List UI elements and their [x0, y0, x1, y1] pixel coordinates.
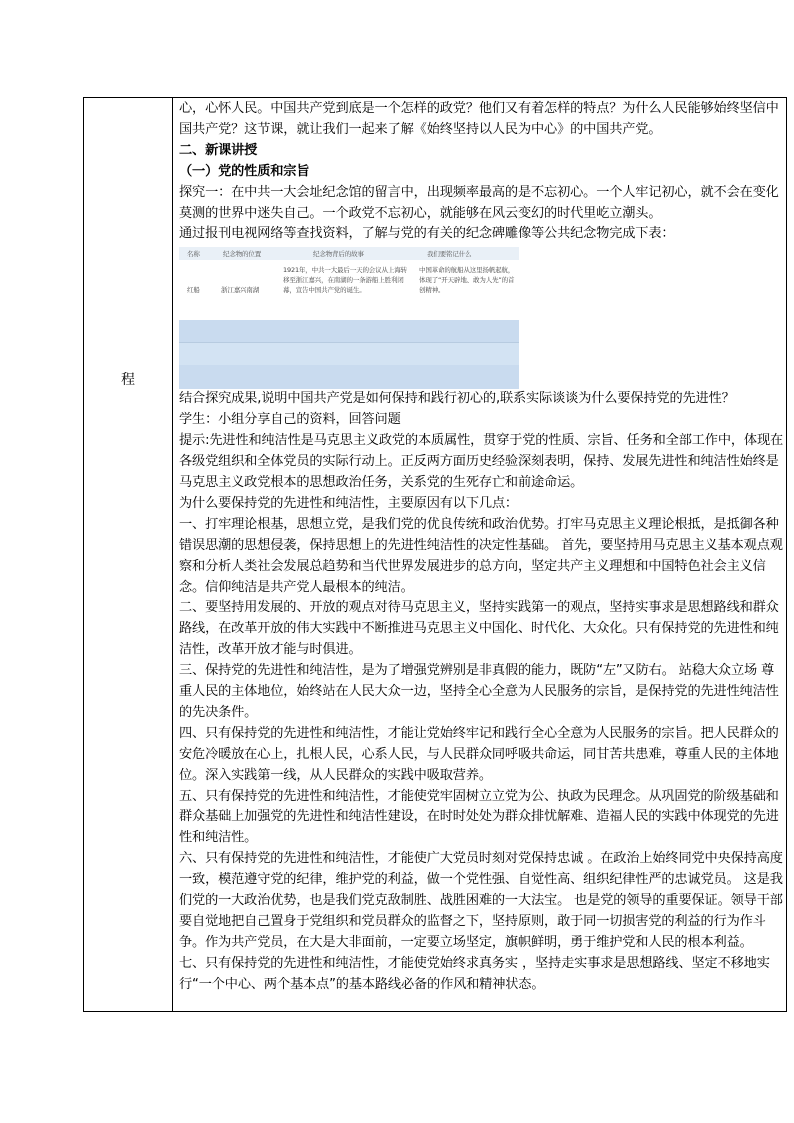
point-7: 七、只有保持党的先进性和纯洁性，才能使党始终求真务实 ，坚持走实事求是思想路线、坚定不移地实行“一个中心、两个基本点”的基本路线必备的作风和精神状态。 [179, 955, 770, 992]
point-4: 四、只有保持党的先进性和纯洁性，才能让党始终牢记和践行全心全意为人民服务的宗旨。把人民群众的安危冷暖放在心上，扎根人民，心系人民，与人民群众同呼吸共命运，同甘苦共患难，尊重人民的主体地位。深入实践第一线，从人民群众的实践中吸取营养。 [179, 725, 779, 783]
subsection-heading: （一）党的性质和宗旨 [179, 163, 310, 179]
point-5: 五、只有保持党的先进性和纯洁性，才能使党牢固树立立党为公、执政为民理念。从巩固党的阶级基础和群众基础上加强党的先进性和纯洁性建设，在时时处处为群众排忧解难、造福人民的实践中体现党的先进性和纯洁性。 [179, 788, 779, 846]
cell-remember: 中国革命的航船从这里扬帆起航，体现了“开天辟地、敢为人先”的首创精神。 [419, 266, 515, 295]
left-column [84, 98, 173, 1011]
content-cell [179, 99, 783, 996]
hint-paragraph: 提示:先进性和纯洁性是马克思主义政党的本质属性，贯穿于党的性质、宗旨、任务和全部工作中，体现在各级党组织和全体党员的实际行动上。正反两方面历史经验深刻表明，保持、发展先进性和纯洁性始终是马克思主义政党根本的思想政治任务，关系党的生死存亡和前途命运。 [179, 433, 784, 490]
intro-paragraph: 心，心怀人民。中国共产党到底是一个怎样的政党？他们又有着怎样的特点？为什么人民能够始终坚信中国共产党？这节课，就让我们一起来了解《始终坚持以人民为中心》的中国共产党。 [179, 101, 779, 137]
header-name: 名称 [187, 250, 200, 259]
point-2: 二、要坚持用发展的、开放的观点对待马克思主义，坚持实践第一的观点，坚持实事求是思想路线和群众路线，在改革开放的伟大实践中不断推进马克思主义中国化、时代化、大众化。只有保持党的先进性和纯洁性，改革开放才能与时俱进。 [179, 600, 779, 658]
empty-row-3 [179, 365, 519, 389]
point-1: 一、打牢理论根基，思想立党，是我们党的优良传统和政治优势。打牢马克思主义理论根抵，是抵御各种错误思潮的思想侵袭，保持思想上的先进性纯洁性的决定性基础。 首先，要坚持用马克思主义基本观点观察和分析人类社会发展总趋势和当代世界发展进步的总方向，坚定共产主义理想和中国特色社会主义信念。信仰纯洁是共产党人最根本的纯洁。 [179, 516, 783, 595]
after-table-question: 结合探究成果,说明中国共产党是如何保持和践行初心的,联系实际谈谈为什么要保持党的先进性？ [179, 391, 735, 407]
section-heading: 二、新课讲授 [179, 142, 258, 158]
lesson-table [83, 97, 787, 1012]
stage-label: 程 [121, 372, 135, 388]
memorial-table-image [179, 247, 519, 389]
header-location: 纪念物的位置 [223, 250, 262, 259]
point-3: 三、保持党的先进性和纯洁性，是为了增强党辨别是非真假的能力，既防“左”又防右。 站稳大众立场 尊重人民的主体地位，始终站在人民大众一边，坚持全心全意为人民服务的宗旨，是保持党的先进性纯洁性的先决条件。 [179, 663, 779, 720]
empty-row-2 [179, 343, 519, 365]
cell-location: 浙江嘉兴南湖 [221, 286, 260, 295]
table-intro: 通过报刊电视网络等查找资料，了解与党的有关的纪念碑雕像等公共纪念物完成下表： [179, 226, 675, 242]
explore-paragraph: 探究一：在中共一大会址纪念馆的留言中，出现频率最高的是不忘初心。一个人牢记初心，就不会在变化莫测的世界中迷失自己。一个政党不忘初心，就能够在风云变幻的时代里屹立潮头。 [179, 184, 779, 221]
point-6: 六、只有保持党的先进性和纯洁性，才能使广大党员时刻对党保持忠诚 。在政治上始终同党中央保持高度一致，模范遵守党的纪律，维护党的利益，做一个党性强、自觉性高、组织纪律性严的忠诚党员。 这是我们党的一大政治优势，也是我们党克敌制胜、战胜困难的一大法宝。 也是党的领导的重要保证。领导干部要自觉地把自己置身于党组织和党员群众的监督之下，坚持原则，敢于同一切损害党的利益的行为作斗争。作为共产党员，在大是大非面前，一定要立场坚定，旗帜鲜明，勇于维护党和人民的根本利益。 [179, 851, 783, 950]
empty-row-1 [179, 320, 519, 342]
header-remember: 我们要铭记什么 [427, 250, 472, 259]
why-paragraph: 为什么要保持党的先进性和纯洁性，主要原因有以下几点： [179, 495, 518, 511]
header-story: 纪念物背后的故事 [313, 250, 364, 259]
student-activity: 学生：小组分享自己的资料，回答问题 [179, 412, 401, 428]
cell-name: 红船 [187, 286, 200, 295]
cell-story: 1921年，中共一大最后一天的会议从上海转移至浙江嘉兴，在南湖的一条游船上胜利闭幕，宣告中国共产党的诞生。 [283, 266, 407, 295]
